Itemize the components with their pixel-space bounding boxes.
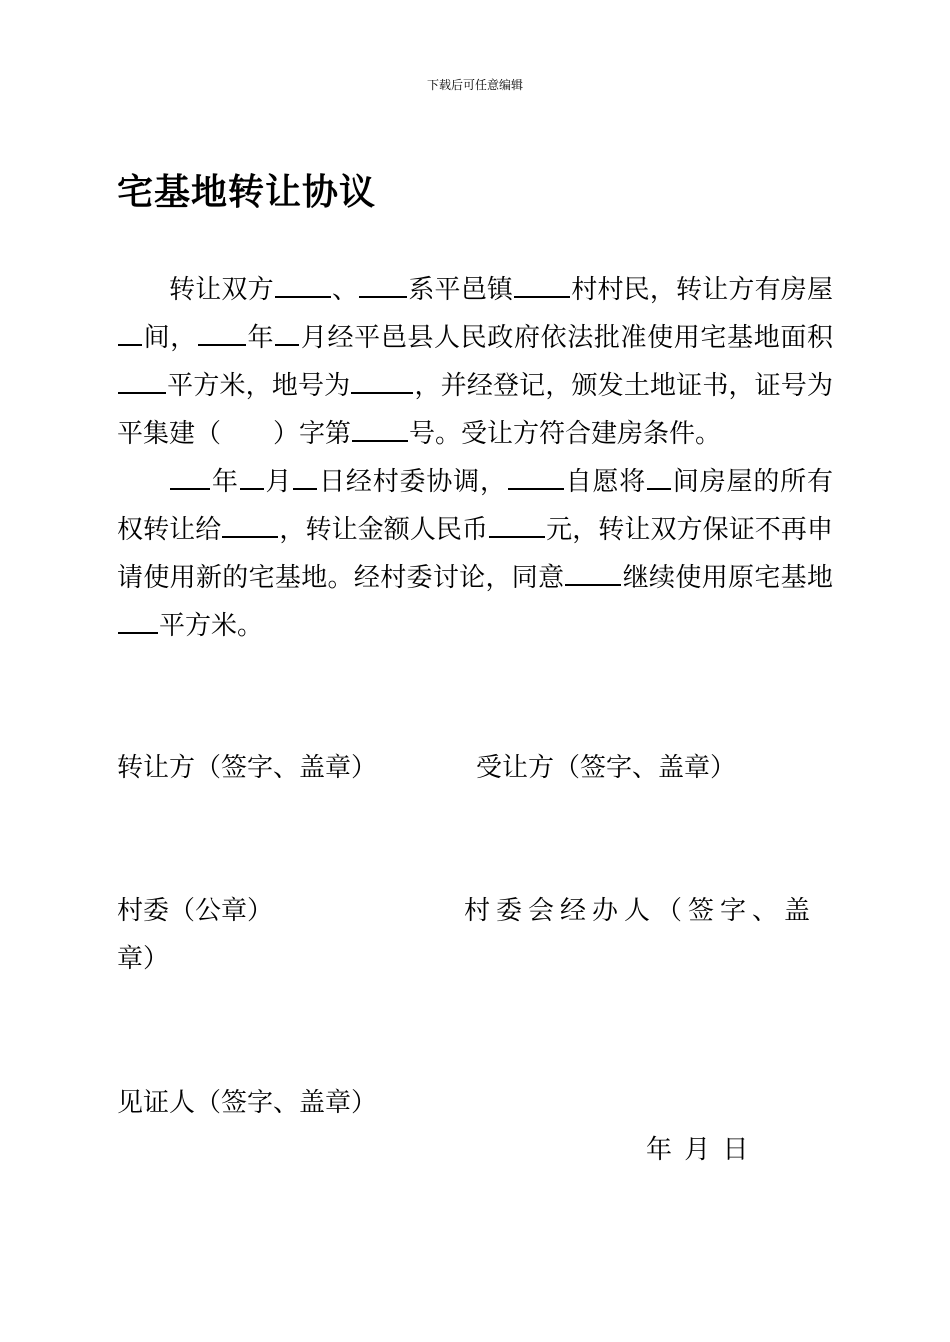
text-segment: ，并经登记，颁发土地证书，证号为平集建（ ）字第 [117,371,833,449]
transferee-signature: 受让方（签字、盖章） [476,753,737,783]
text-segment: 号。受让方符合建房条件。 [409,419,722,449]
agent-line-1: 村委会经办人（签字、盖 [464,896,817,926]
signing-date: 年 月 日 [646,1135,751,1165]
blank-line [170,460,210,490]
blank-line [359,268,407,298]
text-segment: 间房屋的所有权转让给 [117,467,833,545]
blank-line [275,268,331,298]
agent-line-2: 章） [117,944,170,974]
blank-line [489,508,545,538]
text-segment: 年 [246,323,275,353]
paragraph-1 [117,266,833,458]
text-segment: 、 [331,275,359,305]
blank-line [240,460,264,490]
blank-line [647,460,671,490]
text-segment: 系平邑镇 [408,275,514,305]
text-segment: ，转让金额人民币 [279,515,489,545]
text-segment: 村村民，转让方有房屋 [571,275,833,305]
blank-line [508,460,564,490]
blank-line [293,460,317,490]
blank-line [565,556,621,586]
committee-agent-signature [117,887,833,983]
text-segment: 平方米，地号为 [167,371,351,401]
header-note: 下载后可任意编辑 [426,78,523,92]
text-segment: 月经平邑县人民政府依法批准使用宅基地面积 [300,323,833,353]
blank-line [118,364,166,394]
village-committee-seal: 村委（公章） [117,896,274,926]
text-segment: 元，转让双方保证不再申请使用新的宅基地。经村委讨论，同意 [117,515,833,593]
paragraph-2 [117,458,833,650]
witness-signature: 见证人（签字、盖章） [117,1088,378,1118]
blank-line [222,508,278,538]
document-title: 宅基地转让协议 [117,172,377,213]
text-segment: 平方米。 [159,611,264,641]
blank-line [198,316,246,346]
blank-line [118,316,142,346]
text-segment: 自愿将 [564,467,647,497]
text-segment: 转让双方 [169,275,274,305]
blank-line [275,316,299,346]
blank-line [352,412,408,442]
text-segment: 继续使用原宅基地 [622,563,833,593]
text-segment: 年 [211,467,239,497]
document-body [117,266,833,650]
blank-line [351,364,413,394]
transferor-signature: 转让方（签字、盖章） [117,753,378,783]
blank-line [514,268,570,298]
text-segment: 月 [264,467,293,497]
text-segment: 日经村委协调， [318,467,507,497]
blank-line [118,604,158,634]
text-segment: 间， [143,323,197,353]
